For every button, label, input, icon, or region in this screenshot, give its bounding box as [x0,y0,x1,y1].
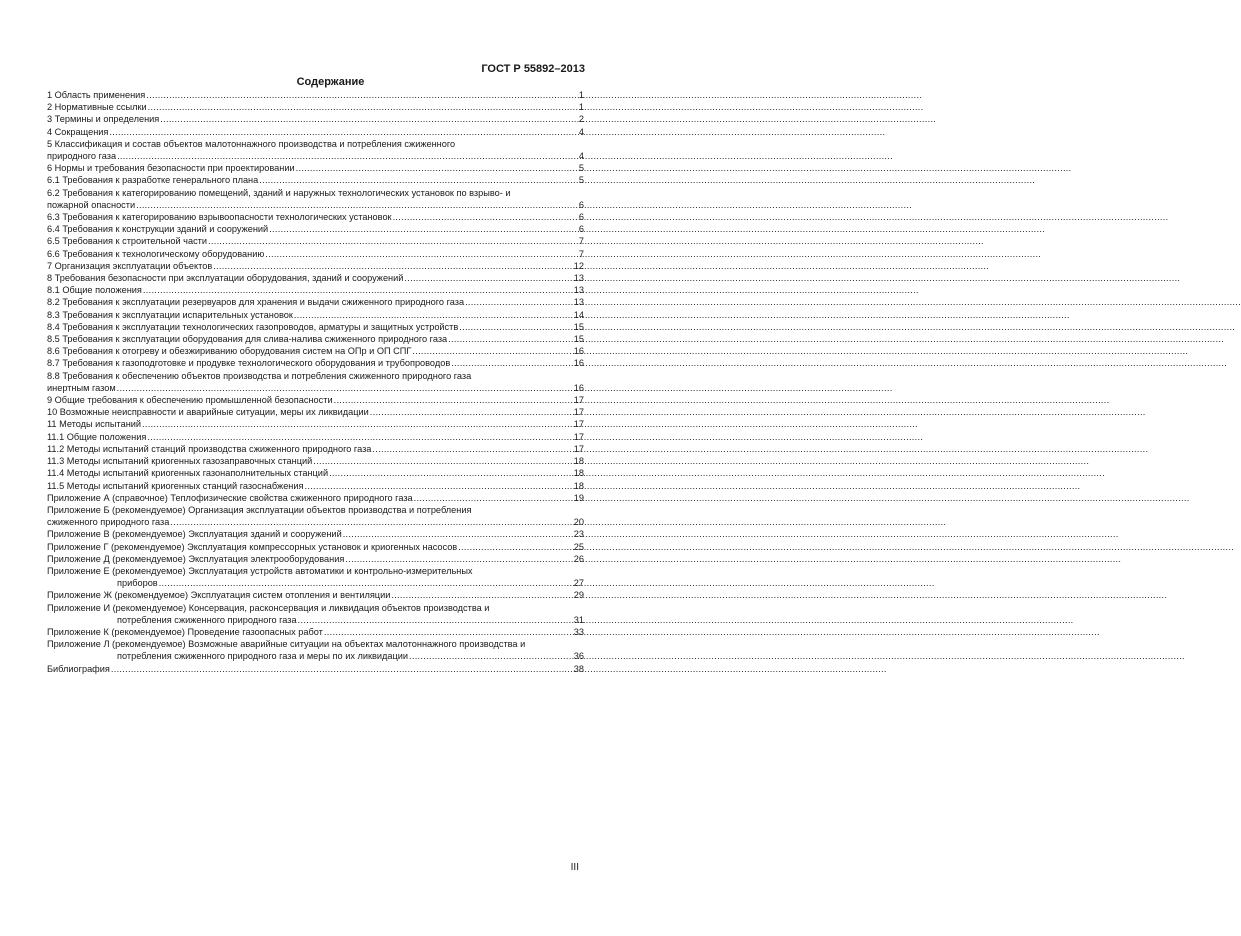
toc-entry-page: 17 [573,443,584,454]
dot-leader [409,650,573,662]
toc-entry-page: 33 [573,626,584,637]
toc-entry-page: 17 [573,431,584,442]
dot-leader [146,89,578,101]
dot-leader [313,455,572,467]
dot-leader [458,541,573,553]
toc-entry[interactable] [47,553,584,565]
dot-leader [414,492,573,504]
toc-entry-page: 15 [573,334,584,345]
toc-entry-label: Приложение И (рекомендуемое) Консервация, расконсервация и ликвидация объектов производства и [47,602,490,613]
toc-entry-label: 6.1 Требования к разработке генерального плана [47,175,259,186]
toc-entry-label: Приложение Л (рекомендуемое) Возможные аварийные ситуации на объектах малотоннажного производства и [47,639,526,650]
toc-entry[interactable] [47,174,584,186]
toc-entry[interactable] [47,480,584,492]
toc-entry-page: 19 [573,492,584,503]
toc-entry[interactable] [47,101,584,113]
toc-entry[interactable] [47,223,584,235]
toc-entry[interactable] [47,663,584,675]
dot-leader [294,309,573,321]
dot-leader [451,357,573,369]
toc-entry-page: 13 [573,285,584,296]
toc-entry-page: 16 [573,358,584,369]
toc-entry-page: 13 [573,273,584,284]
toc-entry-label: Приложение Б (рекомендуемое) Организация эксплуатации объектов производства и потребления [47,504,472,515]
toc-entry[interactable] [47,284,584,296]
toc-entry-label: 6.6 Требования к технологическому оборудованию [47,248,265,259]
toc-entry-label: 11.5 Методы испытаний криогенных станций газоснабжения [47,480,304,491]
document-code: ГОСТ Р 55892–2013 [481,63,585,75]
toc-entry-page: 20 [573,517,584,528]
dot-leader [160,113,578,125]
dot-leader [159,577,573,589]
toc-entry-page: 29 [573,590,584,601]
toc-entry-page: 6 [578,199,584,210]
toc-entry-label: 9 Общие требования к обеспечению промышленной безопасности [47,395,333,406]
dot-leader [109,126,577,138]
toc-entry[interactable] [47,455,584,467]
toc-entry[interactable] [47,113,584,125]
toc-entry-label: 11 Методы испытаний [47,419,142,430]
dot-leader [147,431,572,443]
toc-entry[interactable] [47,357,584,369]
toc-entry-label: 11.2 Методы испытаний станций производства сжиженного природного газа [47,443,372,454]
toc-entry-label: 6 Нормы и требования безопасности при проектировании [47,163,295,174]
toc-entry-label: 8.6 Требования к отогреву и обезжириванию оборудования систем на ОПр и ОП СПГ [47,346,412,357]
toc-entry[interactable] [47,248,584,260]
toc-entry[interactable] [47,602,584,626]
page-number: III [570,862,579,873]
toc-entry-label: Приложение Г (рекомендуемое) Эксплуатация компрессорных установок и криогенных насосов [47,541,458,552]
toc-entry-label: 5 Классификация и состав объектов малотоннажного производства и потребления сжиженного [47,138,456,149]
toc-entry-label: Приложение В (рекомендуемое) Эксплуатация зданий и сооружений [47,529,342,540]
dot-leader [329,467,573,479]
toc-entry-label: 6.4 Требования к конструкции зданий и сооружений [47,224,269,235]
toc-entry-label-continued: потребления сжиженного природного газа [117,614,297,625]
dot-leader [393,211,578,223]
toc-entry-page: 5 [578,163,584,174]
toc-entry-label: 6.3 Требования к категорированию взрывоопасности технологических установок [47,212,392,223]
dot-leader [391,589,572,601]
toc-entry-page: 13 [573,297,584,308]
toc-entry-page: 18 [573,480,584,491]
toc-entry-label-continued: приборов [117,578,158,589]
dot-leader [334,394,573,406]
toc-entry[interactable] [47,187,584,211]
toc-entry[interactable] [47,126,584,138]
dot-leader [343,528,573,540]
toc-entry-page: 18 [573,468,584,479]
toc-entry-page: 18 [573,456,584,467]
toc-entry-label: 8.4 Требования к эксплуатации технологических газопроводов, арматуры и защитных устройств [47,321,459,332]
toc-entry-label: 8.8 Требования к обеспечению объектов производства и потребления сжиженного природного газа [47,370,472,381]
toc-entry-label: 8.1 Общие положения [47,285,142,296]
toc-entry-label-continued: потребления сжиженного природного газа и меры по их ликвидации [117,651,408,662]
toc-entry[interactable] [47,406,584,418]
toc-entry-page: 6 [578,224,584,235]
toc-entry-label: 8.7 Требования к газоподготовке и продувке технологического оборудования и трубопроводов [47,358,451,369]
dot-leader [170,516,572,528]
dot-leader [412,345,572,357]
toc-entry[interactable] [47,211,584,223]
toc-entry-label: 6.5 Требования к строительной части [47,236,208,247]
toc-entry-page: 17 [573,395,584,406]
toc-entry-page: 5 [578,175,584,186]
dot-leader [345,553,572,565]
toc-entry-label: 8.5 Требования к эксплуатации оборудования для слива-налива сжиженного природного газа [47,334,448,345]
toc-entry-label: 6.2 Требования к категорированию помещений, зданий и наружных технологических установок по взрыво- и [47,187,511,198]
toc-entry-page: 1 [578,102,584,113]
toc-entry-label: 2 Нормативные ссылки [47,102,147,113]
dot-leader [136,199,578,211]
toc-entry[interactable] [47,370,584,394]
dot-leader [117,382,573,394]
toc-entry-label: Приложение Д (рекомендуемое) Эксплуатация электрооборудования [47,553,345,564]
toc-entry-page: 6 [578,212,584,223]
dot-leader [459,321,573,333]
dot-leader [213,260,573,272]
toc-entry-page: 17 [573,407,584,418]
toc-entry[interactable] [47,418,584,430]
toc-entry-label: 4 Сокращения [47,126,109,137]
toc-entry[interactable] [47,272,584,284]
toc-entry-label: 11.1 Общие положения [47,431,147,442]
toc-entry[interactable] [47,296,584,308]
toc-entry[interactable] [47,89,584,101]
dot-leader [143,284,573,296]
toc-entry[interactable] [47,504,584,528]
toc-entry-page: 14 [573,309,584,320]
toc-entry[interactable] [47,309,584,321]
toc-entry-page: 26 [573,553,584,564]
toc-entry-label-continued: инертным газом [47,382,116,393]
toc-entry[interactable] [47,467,584,479]
toc-entry-label: 11.3 Методы испытаний криогенных газозаправочных станций [47,456,313,467]
dot-leader [372,443,572,455]
toc-entry-page: 7 [578,236,584,247]
dot-leader [465,296,573,308]
toc-entry-label: 1 Область применения [47,90,146,100]
toc-entry-page: 27 [573,578,584,589]
toc-entry[interactable] [47,541,584,553]
toc-entry-page: 16 [573,382,584,393]
dot-leader [142,418,573,430]
toc-entry-label: Приложение А (справочное) Теплофизические свойства сжиженного природного газа [47,492,413,503]
dot-leader [259,174,578,186]
dot-leader [208,235,578,247]
toc-entry-label-continued: сжиженного природного газа [47,517,170,528]
toc-entry-label: 8 Требования безопасности при эксплуатации оборудования, зданий и сооружений [47,273,404,284]
toc-entry[interactable] [47,394,584,406]
dot-leader [296,162,578,174]
toc-entry-page: 16 [573,346,584,357]
toc-entry-label: 8.3 Требования к эксплуатации испарительных установок [47,309,293,320]
toc-entry-label: Приложение Ж (рекомендуемое) Эксплуатация систем отопления и вентиляции [47,590,391,601]
toc-entry[interactable] [47,345,584,357]
toc-entry[interactable] [47,638,584,662]
dot-leader [269,223,578,235]
toc-entry-label: 10 Возможные неисправности и аварийные ситуации, меры их ликвидации [47,407,369,418]
toc-entry-label: 7 Организация эксплуатации объектов [47,260,213,271]
toc-entry[interactable] [47,321,584,333]
toc-entry-label-continued: природного газа [47,151,117,162]
toc-entry-page: 15 [573,321,584,332]
toc-entry-page: 23 [573,529,584,540]
toc-title: Содержание [296,76,365,88]
toc-entry[interactable] [47,260,584,272]
toc-entry-label: Библиография [47,663,110,674]
toc-entry[interactable] [47,431,584,443]
toc-entry-page: 12 [573,260,584,271]
toc-entry-page: 4 [578,151,584,162]
toc-entry-page: 17 [573,419,584,430]
toc-entry[interactable] [47,626,584,638]
toc-entry-page: 2 [578,114,584,125]
toc-entry[interactable] [47,162,584,174]
toc-entry-label: 8.2 Требования к эксплуатации резервуаров для хранения и выдачи сжиженного природного газа [47,297,465,308]
toc-entry[interactable] [47,492,584,504]
toc-entry-page: 25 [573,541,584,552]
toc-entry[interactable] [47,333,584,345]
toc-entry-page: 1 [578,90,584,100]
toc-entry[interactable] [47,589,584,601]
dot-leader [111,663,573,675]
table-of-contents [47,89,584,675]
toc-entry[interactable] [47,528,584,540]
dot-leader [305,480,573,492]
dot-leader [148,101,578,113]
toc-entry-page: 36 [573,651,584,662]
toc-entry-page: 31 [573,614,584,625]
toc-entry-page: 7 [578,248,584,259]
toc-entry[interactable] [47,235,584,247]
dot-leader [370,406,573,418]
toc-entry-label: Приложение К (рекомендуемое) Проведение газоопасных работ [47,626,323,637]
dot-leader [404,272,572,284]
dot-leader [448,333,573,345]
dot-leader [117,150,578,162]
toc-entry-label: 3 Термины и определения [47,114,160,125]
dot-leader [265,248,578,260]
toc-entry-page: 38 [573,663,584,674]
dot-leader [298,614,573,626]
toc-entry-label-continued: пожарной опасности [47,199,136,210]
toc-entry[interactable] [47,443,584,455]
toc-entry-label: Приложение Е (рекомендуемое) Эксплуатация устройств автоматики и контрольно-измерительных [47,565,473,576]
toc-entry-label: 11.4 Методы испытаний криогенных газонаполнительных станций [47,468,329,479]
toc-entry[interactable] [47,565,584,589]
toc-entry[interactable] [47,138,584,162]
toc-entry-page: 4 [578,126,584,137]
dot-leader [324,626,573,638]
